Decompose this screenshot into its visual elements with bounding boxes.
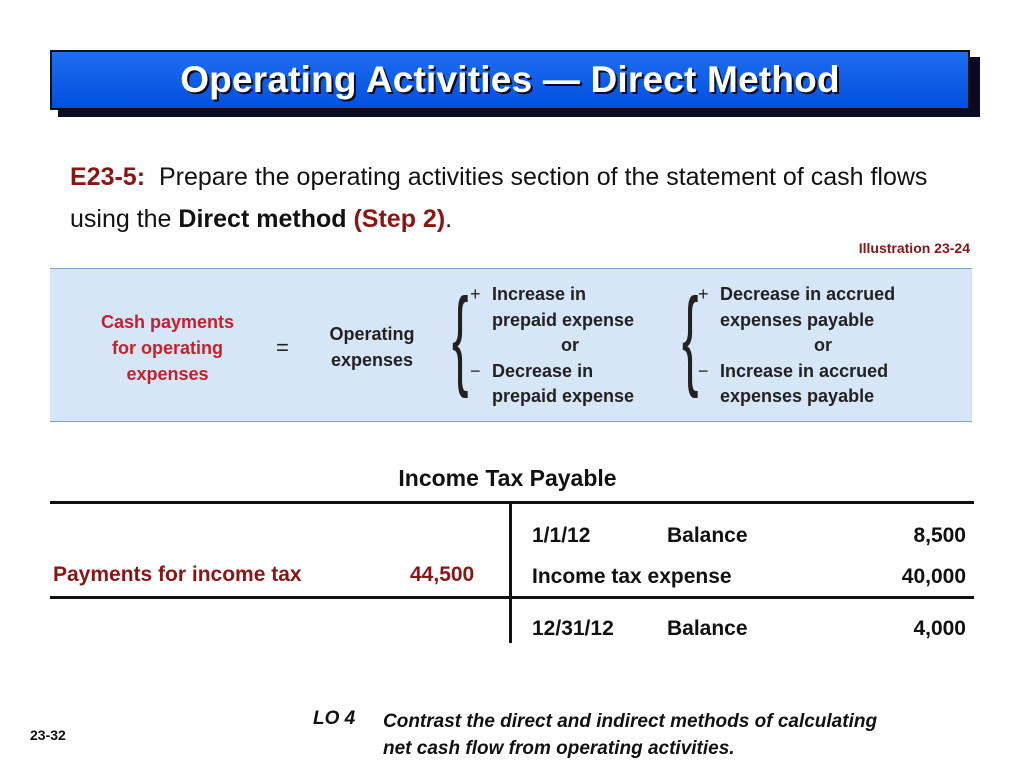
- formula-accrued-column: [698, 282, 948, 410]
- debit-amount: 44,500: [410, 563, 475, 586]
- plus-sign: +: [698, 284, 709, 304]
- credit-amount: 40,000: [901, 565, 966, 588]
- intro-period: .: [445, 205, 453, 233]
- page-title: Operating Activities — Direct Method: [180, 59, 840, 100]
- equals-sign: =: [276, 335, 289, 360]
- t-account-title: Income Tax Payable: [398, 465, 617, 491]
- credit-amount: 8,500: [913, 524, 966, 547]
- col1-minus-line2: prepaid expense: [492, 386, 635, 406]
- intro-text: Prepare the operating activities section of the statement of cash flows using the: [70, 163, 928, 233]
- intro-paragraph: [70, 156, 970, 240]
- formula-op-line: expenses: [330, 350, 414, 370]
- formula-lhs: [80, 309, 255, 387]
- credit-label: Balance: [667, 617, 748, 640]
- formula-operating-expenses: [312, 321, 432, 373]
- credit-amount: 4,000: [913, 617, 966, 640]
- t-account-top-rule: [50, 501, 974, 504]
- credit-date: 1/1/12: [532, 524, 591, 547]
- col2-minus-line1: Increase in accrued: [720, 360, 889, 381]
- slide-number: 23-32: [30, 727, 66, 743]
- col2-or: or: [814, 335, 832, 355]
- lo-line: Contrast the direct and indirect methods of calculating: [383, 711, 878, 732]
- formula-op-line: Operating: [329, 324, 415, 344]
- left-brace-icon: {: [452, 276, 469, 399]
- exercise-number: E23-5:: [70, 163, 146, 191]
- formula-prepaid-column: [470, 282, 670, 410]
- minus-sign: −: [470, 360, 481, 381]
- credit-date: 12/31/12: [532, 617, 614, 640]
- step-text: (Step 2): [353, 205, 446, 233]
- learning-objective-code: LO 4: [313, 708, 356, 729]
- t-account-total-rule: [50, 596, 974, 599]
- col2-minus-line2: expenses payable: [720, 386, 875, 406]
- col2-plus-line2: expenses payable: [720, 309, 875, 330]
- lo-line: net cash flow from operating activities.: [383, 738, 735, 759]
- learning-objective-text: [383, 708, 1003, 762]
- col1-or: or: [561, 335, 579, 355]
- formula-lhs-line: for operating: [112, 338, 223, 358]
- col1-minus-line1: Decrease in: [492, 360, 594, 381]
- formula-panel: [50, 268, 972, 422]
- debit-label: Payments for income tax: [53, 563, 302, 586]
- formula-lhs-line: expenses: [126, 364, 209, 384]
- plus-sign: +: [470, 284, 481, 304]
- title-banner: [50, 50, 970, 110]
- illustration-label: Illustration 23-24: [858, 240, 970, 256]
- credit-label: Income tax expense: [532, 565, 732, 588]
- t-account-divider: [509, 503, 512, 643]
- credit-label: Balance: [667, 524, 748, 547]
- minus-sign: −: [698, 360, 709, 381]
- col2-plus-line1: Decrease in accrued: [720, 284, 896, 304]
- formula-lhs-line: Cash payments: [100, 312, 235, 332]
- col1-plus-line2: prepaid expense: [492, 309, 635, 330]
- left-brace-icon: {: [682, 276, 699, 399]
- direct-method-text: Direct method: [178, 205, 347, 233]
- col1-plus-line1: Increase in: [492, 284, 587, 304]
